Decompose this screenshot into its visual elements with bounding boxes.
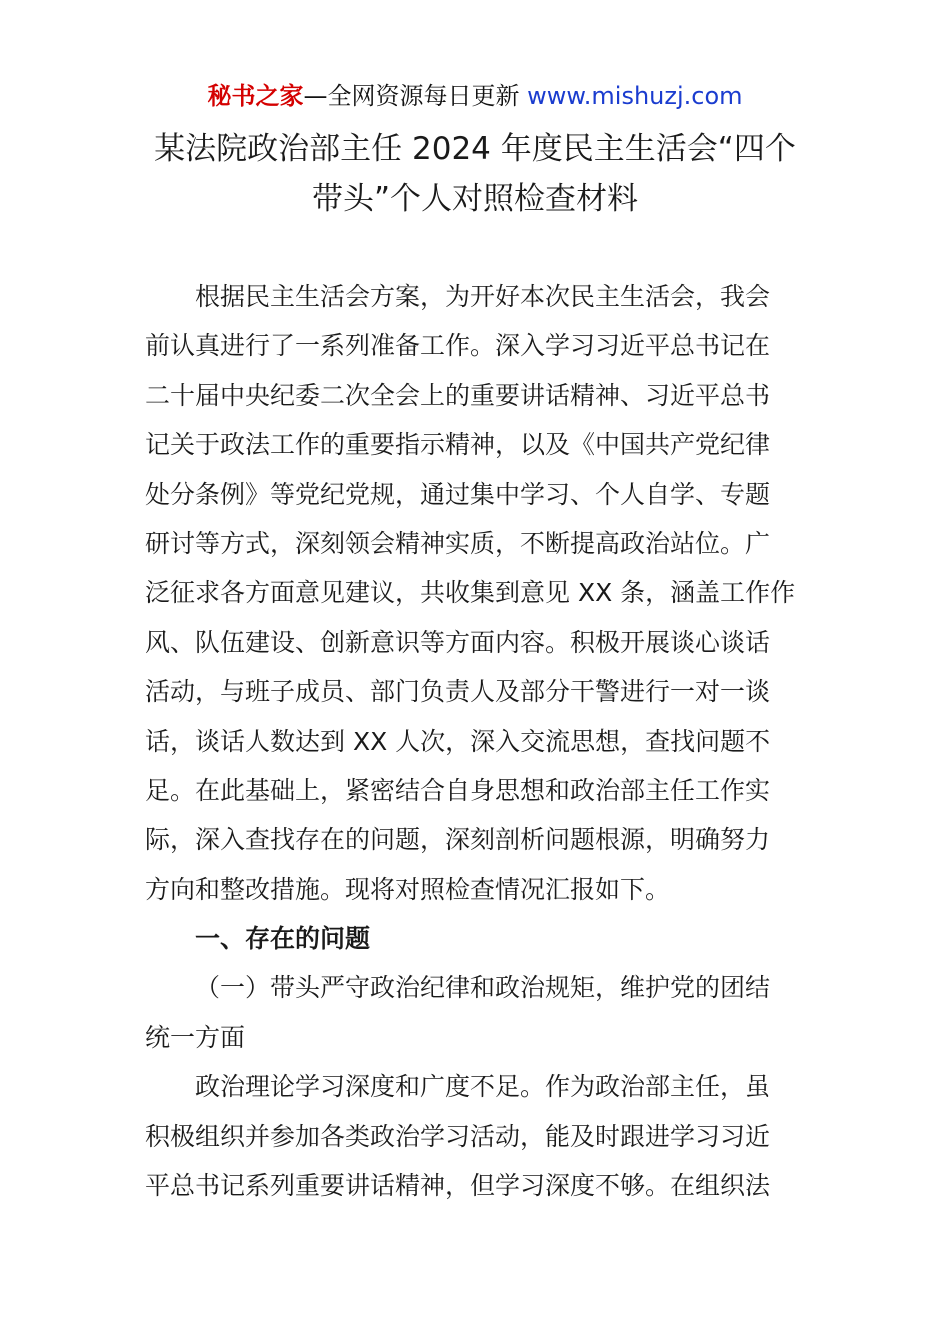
brand-name: 秘书之家 [207,82,304,110]
paragraph-line: 方向和整改措施。现将对照检查情况汇报如下。 [145,874,671,904]
paragraph-line: 活动，与班子成员、部门负责人及部分干警进行一对一谈 [145,677,771,707]
site-url[interactable]: www.mishuzj.com [527,82,743,110]
title-line-2: 带头”个人对照检查材料 [311,181,639,217]
paragraph-line: 前认真进行了一系列准备工作。深入学习习近平总书记在 [145,331,771,361]
paragraph-line: 话，谈话人数达到 XX 人次，深入交流思想，查找问题不 [145,726,771,756]
banner-tagline: —全网资源每日更新 [303,82,520,110]
paragraph-line: 足。在此基础上，紧密结合自身思想和政治部主任工作实 [145,775,771,805]
paragraph-line: 积极组织并参加各类政治学习活动，能及时跟进学习习近 [145,1121,771,1151]
paragraph-line: 处分条例》等党纪党规，通过集中学习、个人自学、专题 [145,479,771,509]
paragraph-line: 政治理论学习深度和广度不足。作为政治部主任，虽 [195,1072,771,1102]
paragraph-line: 泛征求各方面意见建议，共收集到意见 XX 条，涵盖工作作 [145,578,796,608]
paragraph-line: 二十届中央纪委二次全会上的重要讲话精神、习近平总书 [145,380,771,410]
paragraph-line: 根据民主生活会方案，为开好本次民主生活会，我会 [195,282,771,311]
document-body [145,272,805,1210]
document-title [120,124,830,224]
site-banner [0,78,950,114]
paragraph-line: 际，深入查找存在的问题，深刻剖析问题根源，明确努力 [145,825,771,855]
subsection-heading-cont: 统一方面 [145,1022,246,1052]
paragraph-line: 研讨等方式，深刻领会精神实质，不断提高政治站位。广 [145,528,771,558]
subsection-heading: （一）带头严守政治纪律和政治规矩，维护党的团结 [195,973,771,1003]
paragraph-line: 平总书记系列重要讲话精神，但学习深度不够。在组织法 [145,1171,771,1201]
section-heading: 一、存在的问题 [195,924,371,954]
paragraph-line: 记关于政法工作的重要指示精神，以及《中国共产党纪律 [145,430,771,460]
paragraph-line: 风、队伍建设、创新意识等方面内容。积极开展谈心谈话 [145,627,771,657]
title-line-1: 某法院政治部主任 2024 年度民主生活会“四个 [154,131,796,167]
